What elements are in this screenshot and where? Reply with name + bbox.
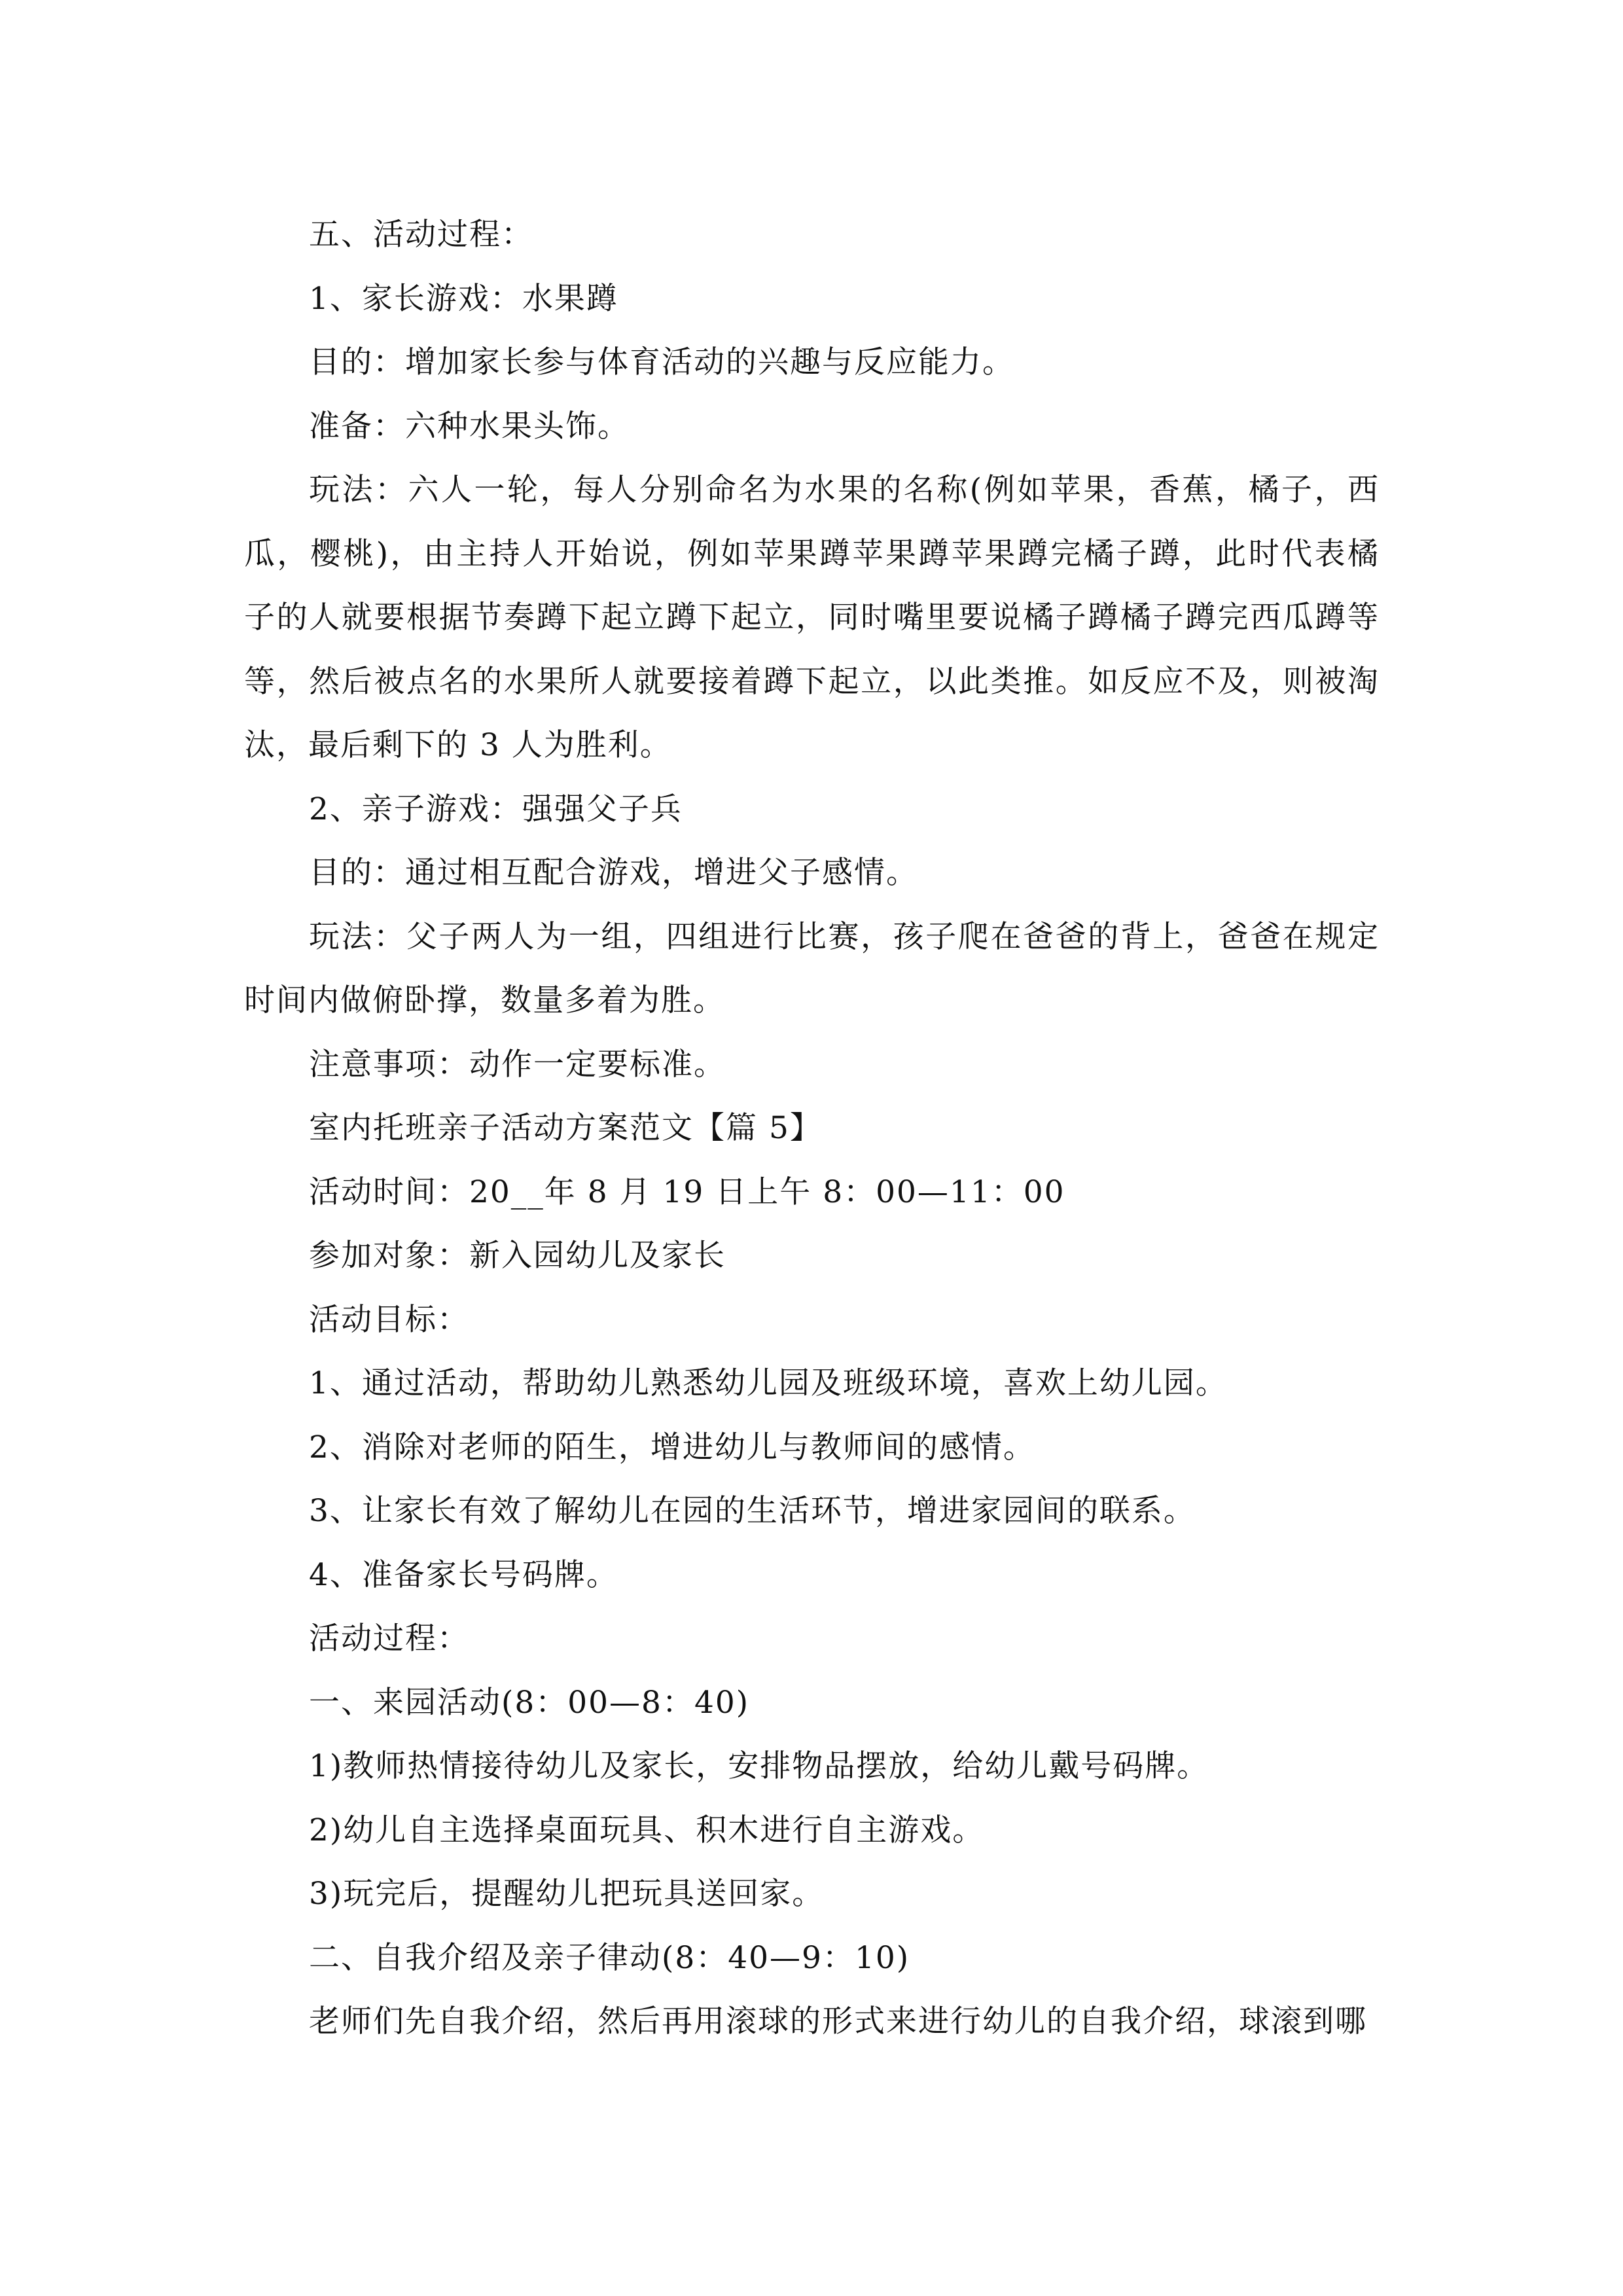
paragraph-game-1-purpose: 目的：增加家长参与体育活动的兴趣与反应能力。 xyxy=(309,344,1014,380)
document-body xyxy=(244,203,1380,2054)
paragraph-arrival-step-2: 2)幼儿自主选择桌面玩具、积木进行自主游戏。 xyxy=(309,1812,985,1848)
paragraph-game-2-rules: 玩法：父子两人为一组，四组进行比赛，孩子爬在爸爸的背上，爸爸在规定时间内做俯卧撑，数量多着为胜。 xyxy=(244,918,1380,1018)
paragraph-arrival-heading: 一、来园活动(8：00—8：40) xyxy=(309,1684,750,1721)
paragraph-goals-heading: 活动目标： xyxy=(309,1301,469,1338)
paragraph-section-heading: 五、活动过程： xyxy=(309,217,533,253)
paragraph-activity-time: 活动时间：20__年 8 月 19 日上午 8：00—11：00 xyxy=(309,1174,1065,1210)
paragraph-process-heading: 活动过程： xyxy=(309,1621,469,1657)
paragraph-goal-4: 4、准备家长号码牌。 xyxy=(309,1556,618,1593)
paragraph-game-1-rules: 玩法：六人一轮，每人分别命名为水果的名称(例如苹果，香蕉，橘子，西瓜，樱桃)，由主持人开始说，例如苹果蹲苹果蹲苹果蹲完橘子蹲，此时代表橘子的人就要根据节奏蹲下起立蹲下起立，同时嘴里要说橘子蹲橘子蹲完西瓜蹲等等，然后被点名的水果所人就要接着蹲下起立，以此类推。如反应不及，则被淘汰，最后剩下的 3 人为胜利。 xyxy=(244,472,1380,763)
paragraph-game-1-preparation: 准备：六种水果头饰。 xyxy=(309,408,630,444)
paragraph-introduction-text: 老师们先自我介绍，然后再用滚球的形式来进行幼儿的自我介绍，球滚到哪 xyxy=(309,2003,1367,2039)
paragraph-goal-2: 2、消除对老师的陌生，增进幼儿与教师间的感情。 xyxy=(309,1429,1035,1465)
paragraph-arrival-step-3: 3)玩完后，提醒幼儿把玩具送回家。 xyxy=(309,1876,825,1912)
paragraph-goal-3: 3、让家长有效了解幼儿在园的生活环节，增进家园间的联系。 xyxy=(309,1493,1196,1529)
paragraph-participants: 参加对象：新入园幼儿及家长 xyxy=(309,1238,726,1274)
paragraph-game-2-purpose: 目的：通过相互配合游戏，增进父子感情。 xyxy=(309,855,918,891)
paragraph-article-title: 室内托班亲子活动方案范文【篇 5】 xyxy=(309,1110,822,1146)
paragraph-introduction-heading: 二、自我介绍及亲子律动(8：40—9：10) xyxy=(309,1939,910,1976)
paragraph-notes: 注意事项：动作一定要标准。 xyxy=(309,1046,726,1083)
paragraph-game-2-title: 2、亲子游戏：强强父子兵 xyxy=(309,791,683,827)
paragraph-game-1-title: 1、家长游戏：水果蹲 xyxy=(309,280,618,317)
paragraph-goal-1: 1、通过活动，帮助幼儿熟悉幼儿园及班级环境，喜欢上幼儿园。 xyxy=(309,1365,1228,1401)
paragraph-arrival-step-1: 1)教师热情接待幼儿及家长，安排物品摆放，给幼儿戴号码牌。 xyxy=(309,1748,1209,1784)
